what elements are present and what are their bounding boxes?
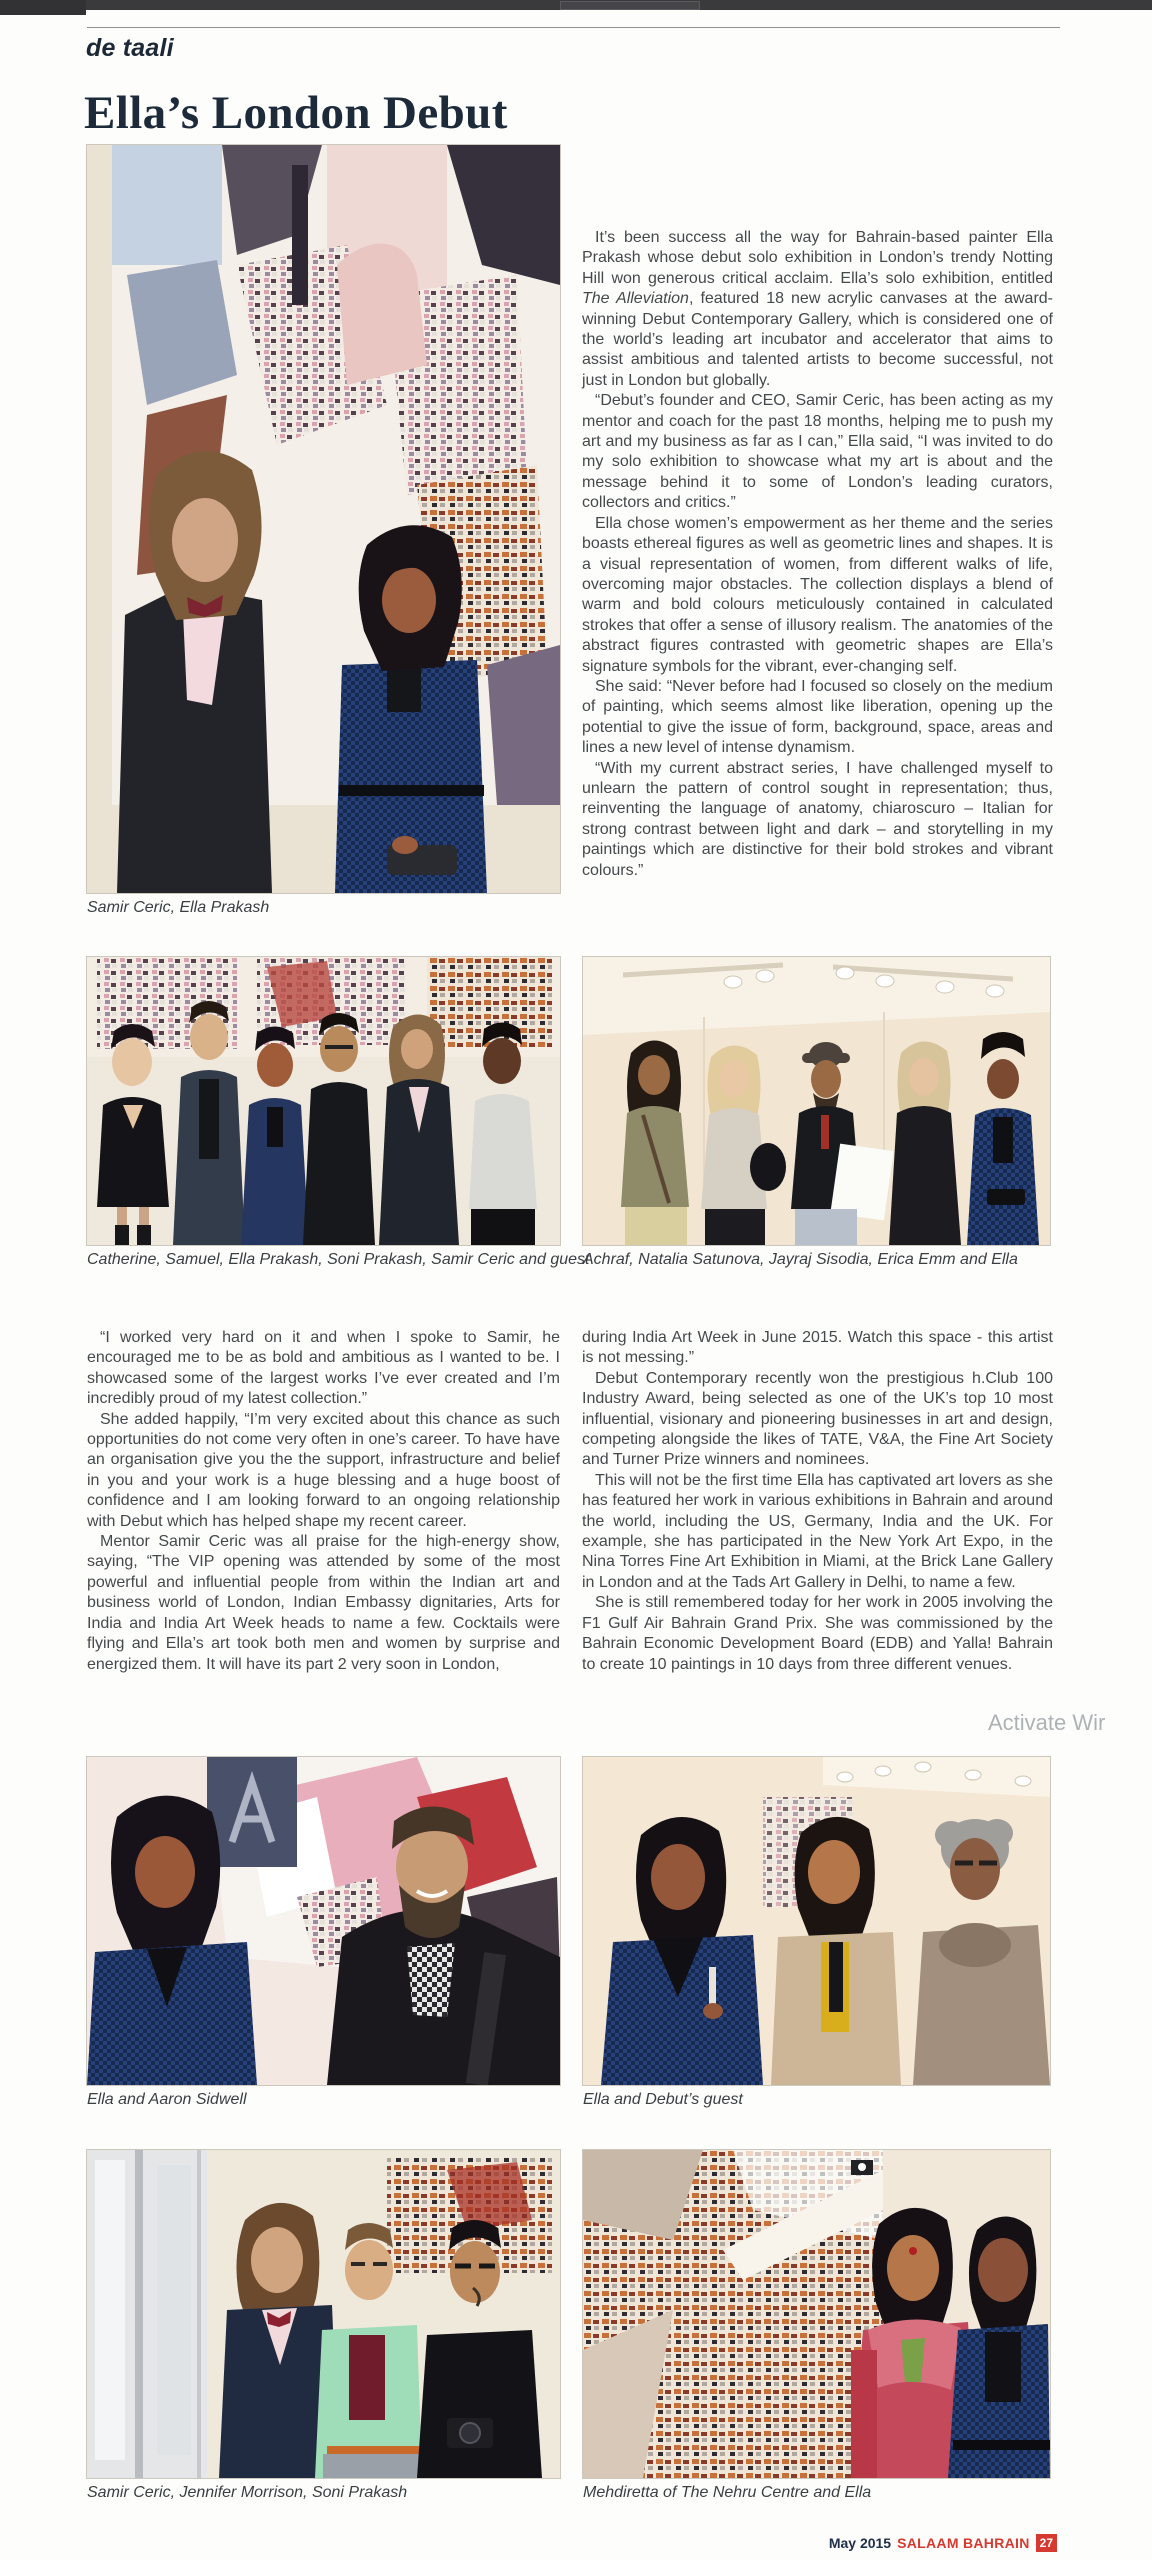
article-intro-column	[582, 228, 1053, 881]
article-lower-left-column	[87, 1328, 560, 1675]
titlebar-tab[interactable]	[560, 1, 700, 10]
photo-ella-aaron-image	[87, 1757, 560, 2085]
article-paragraph: Debut Contemporary recently won the prestigious h.Club 100 Industry Award, being selected as one of the UK’s top 10 most influential, visionary and pioneering businesses in art and design, competing alongside the likes of TATE, V&A, the Fine Art Society and Turner Prize winners and nominees.	[582, 1369, 1053, 1469]
paragraph-text: , featured 18 new acrylic canvases at the award-winning Debut Contemporary Gallery, which is considered one of the world’s leading art incubator and accelerator that aims to assist ambitious and talented artists to become successful, not just in London but globally.	[582, 290, 1053, 389]
photo-ella-guests	[583, 1757, 1050, 2109]
photo-caption: Samir Ceric, Ella Prakash	[87, 899, 270, 916]
page-footer	[829, 2534, 1057, 2552]
photo-mehdiretta-ella-image	[583, 2150, 1050, 2478]
article-paragraph: “Debut’s founder and CEO, Samir Ceric, has been acting as my mentor and coach for the past 18 months, helping me to push my art and my business as far as I can,” Ella said, “I was invited to do my solo exhibition to showcase what my art is about and the message behind it to some of London’s leading curators, collectors and critics.”	[582, 392, 1053, 512]
photo-caption: Ella and Debut’s guest	[583, 2091, 743, 2108]
paragraph-text: It’s been success all the way for Bahrain-based painter Ella Prakash whose debut solo exhibition in London’s trendy Notting Hill won generous critical acclaim. Ella’s solo exhibition, entitled	[582, 229, 1053, 287]
activate-windows-watermark: Activate Wir	[988, 1710, 1106, 1735]
photo-group-six	[87, 957, 589, 1269]
photo-caption: Ella and Aaron Sidwell	[87, 2091, 247, 2108]
article-paragraph: She added happily, “I’m very excited about this chance as such opportunities do not come very often in one’s career. To have have an organisation give you the the support, infrastructure and belief in you and your work is a huge blessing and a huge boost of confidence and I am looking forward to an ongoing relationship with Debut which has helped shape my recent career.	[87, 1410, 560, 1530]
titlebar-left-segment	[0, 0, 86, 15]
article-paragraph: Mentor Samir Ceric was all praise for the high-energy show, saying, “The VIP opening was attended by some of the most powerful and influential people from within the Indian art and business world of London, Indian Embassy dignitaries, Arts for India and India Art Week heads to name a few. Cocktails were flying and Ella’s art took both men and women by surprise and energized them. It will have its part 2 very soon in London,	[87, 1533, 560, 1673]
article-paragraph: She is still remembered today for her work in 2005 involving the F1 Gulf Air Bahrain Grand Prix. She was commissioned by the Bahrain Economic Development Board (EDB) and Yalla! Bahrain to create 10 paintings in 10 days from three different venues.	[582, 1594, 1053, 1673]
article-paragraph	[582, 228, 1053, 391]
photo-group-five-image	[583, 957, 1050, 1245]
header-rule	[87, 27, 1060, 28]
photo-mehdiretta-ella	[583, 2150, 1050, 2502]
photo-ella-aaron	[87, 1757, 560, 2109]
photo-ella-guests-image	[583, 1757, 1050, 2085]
magazine-name: SALAAM BAHRAIN	[897, 2535, 1030, 2551]
window-titlebar	[0, 0, 1152, 10]
photo-samir-ella-image	[87, 145, 560, 893]
page-number-badge: 27	[1036, 2534, 1057, 2552]
article-paragraph: “I worked very hard on it and when I spoke to Samir, he encouraged me to be as bold and ambitious as I wanted to be. I showcased some of the largest works I’ve ever created and I’m incredibly proud of my latest collection.”	[87, 1329, 560, 1408]
article-paragraph: She said: “Never before had I focused so closely on the medium of painting, which seems almost like liberation, opening up the potential to give the issue of form, background, space, areas and lines a new level of intense dynamism.	[582, 677, 1053, 757]
photo-group-five	[583, 957, 1050, 1269]
article-lower-right-column	[582, 1328, 1053, 1675]
article-paragraph: “With my current abstract series, I have challenged myself to unlearn the pattern of control sought in representation; thus, reinventing the language of anatomy, chiaroscuro – Italian for strong contrast between light and dark – and storytelling in my paintings which are distinctive for their bold strokes and vibrant colours.”	[582, 759, 1053, 879]
article-paragraph: during India Art Week in June 2015. Watch this space - this artist is not messing.”	[582, 1329, 1053, 1367]
photo-caption: Mehdiretta of The Nehru Centre and Ella	[583, 2484, 872, 2501]
photo-group-six-image	[87, 957, 560, 1245]
article-paragraph: Ella chose women’s empowerment as her theme and the series boasts ethereal figures as well as geometric lines and shapes. It is a visual representation of women, from different walks of life, overcoming major obstacles. The collection displays a blend of warm and bold colours meticulously contained in calculated strokes that offer a sense of illusory realism. The anatomies of the abstract figures contrasted with geometric shapes are Ella’s signature symbols for the vibrant, ever-changing self.	[582, 514, 1053, 675]
photo-samir-jennifer-soni	[87, 2150, 560, 2502]
photo-caption: Samir Ceric, Jennifer Morrison, Soni Prakash	[87, 2484, 408, 2501]
section-label: de taali	[86, 34, 174, 62]
issue-date: May 2015	[828, 2535, 892, 2551]
article-title: Ella’s London Debut	[84, 87, 508, 139]
photo-caption: Catherine, Samuel, Ella Prakash, Soni Prakash, Samir Ceric and guest	[87, 1251, 590, 1268]
exhibition-title: The Alleviation	[582, 290, 689, 308]
person-figure	[621, 1040, 689, 1245]
article-paragraph: This will not be the first time Ella has captivated art lovers as she has featured her work in various exhibitions in Bahrain and around the world, including the US, Germany, India and the UK. For example, she has participated in the New York Art Expo, in the Nina Torres Fine Art Exhibition in Miami, at the Brick Lane Gallery in London and at the Tads Art Gallery in Delhi, to name a few.	[582, 1471, 1053, 1591]
photo-samir-ella	[87, 145, 560, 917]
photo-samir-jennifer-soni-image	[87, 2150, 560, 2478]
photo-caption: Achraf, Natalia Satunova, Jayraj Sisodia, Erica Emm and Ella	[583, 1251, 1018, 1268]
